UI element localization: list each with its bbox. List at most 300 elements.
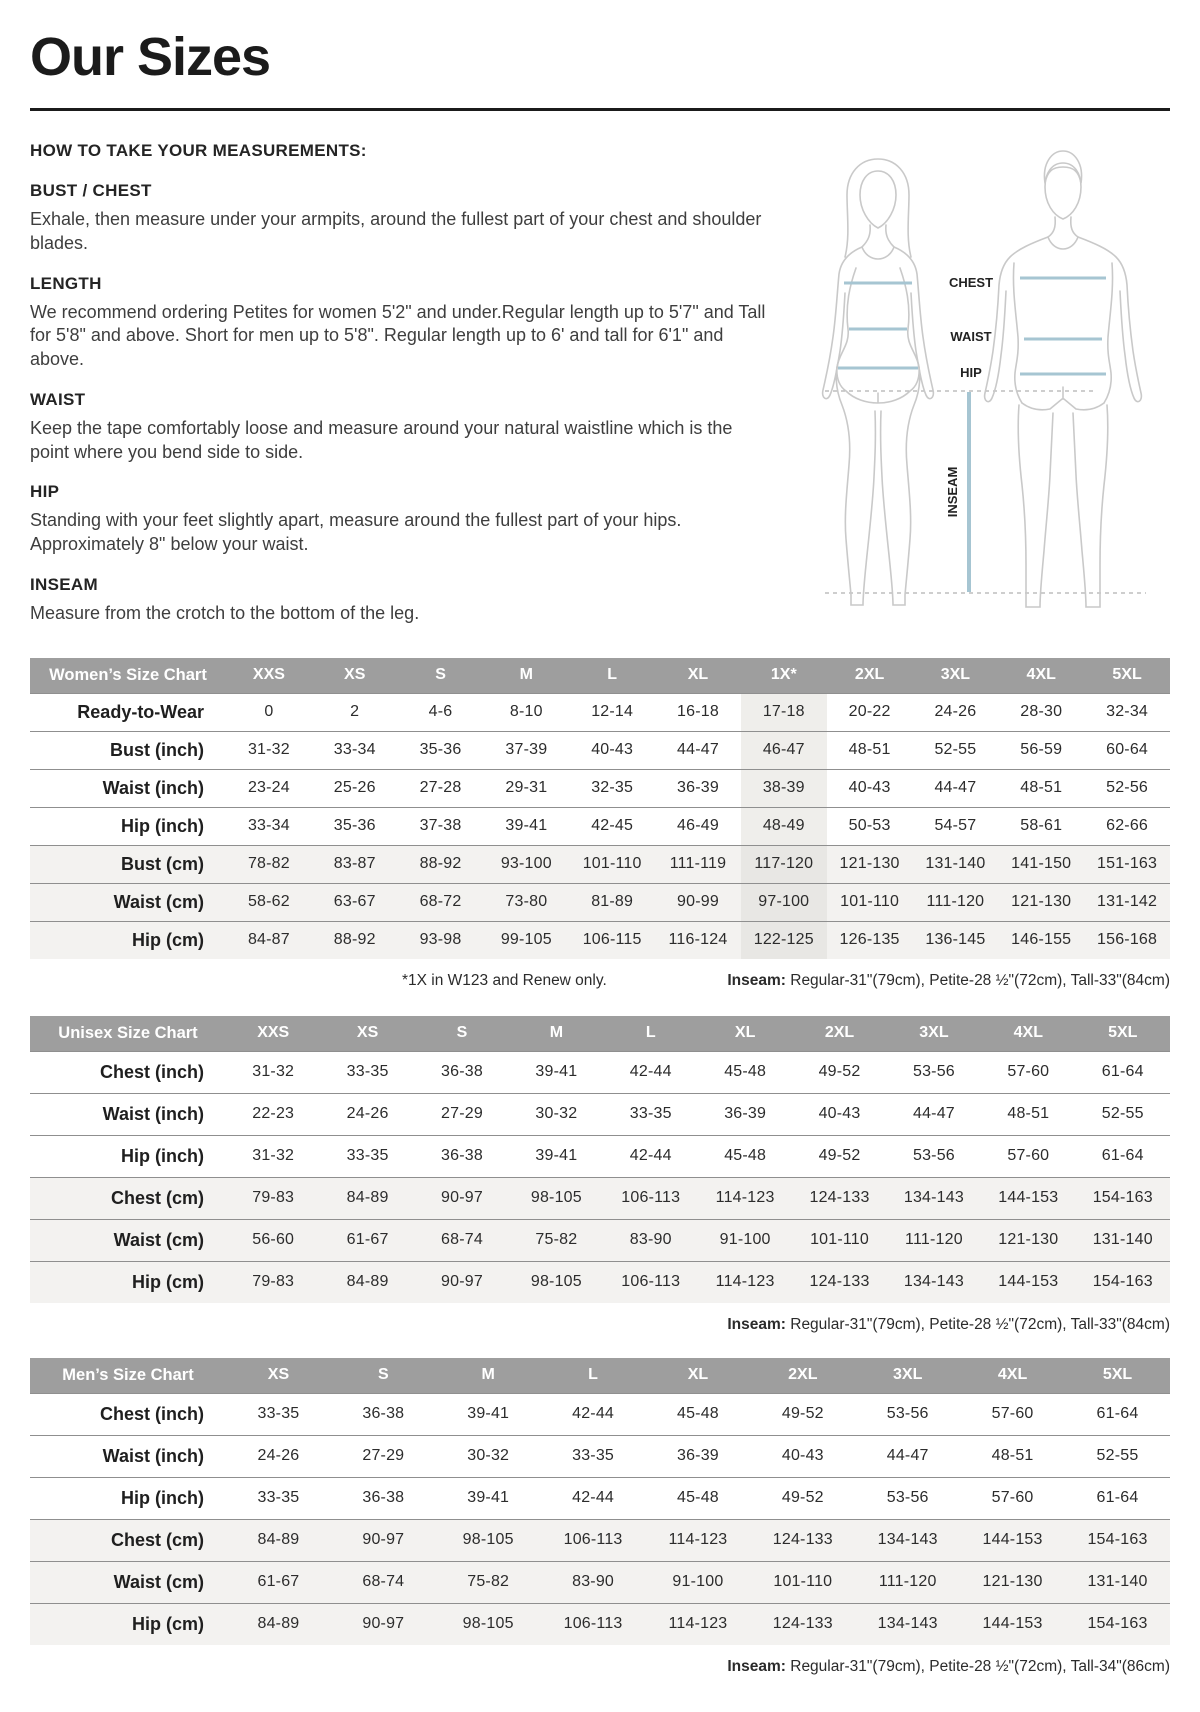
row-label: Waist (cm) (30, 1219, 226, 1261)
size-value-cell: 48-51 (991, 1447, 1034, 1464)
size-value-cell: 53-56 (912, 1063, 955, 1080)
size-value-cell: 27-28 (419, 779, 462, 796)
size-value-cell: 24-26 (934, 703, 977, 720)
size-value-cell: 27-29 (362, 1447, 405, 1464)
womens-inseam-note (727, 972, 1170, 990)
size-value-cell: 22-23 (252, 1105, 295, 1122)
measurement-row (30, 693, 1170, 731)
size-value-cell: 111-120 (913, 883, 999, 921)
measurement-row (30, 1561, 1170, 1603)
table-title: Women’s Size Chart (49, 665, 207, 684)
size-value-cell: 38-39 (741, 769, 827, 807)
unisex-size-chart-block (30, 1016, 1170, 1334)
size-value-cell: 33-35 (572, 1447, 615, 1464)
size-column-header: 5XL (1102, 1366, 1133, 1383)
size-value-cell: 126-135 (827, 921, 913, 959)
size-value-cell: 44-47 (886, 1447, 929, 1464)
size-value-cell: 124-133 (750, 1519, 855, 1561)
size-value-cell: 101-110 (569, 845, 655, 883)
size-value-cell: 98-105 (436, 1519, 541, 1561)
unisex-table-footnotes (30, 1316, 1170, 1334)
size-value-cell: 154-163 (1065, 1603, 1170, 1645)
size-value-cell: 98-105 (509, 1261, 603, 1303)
size-value-cell: 50-53 (848, 817, 891, 834)
size-column-header: 5XL (1112, 666, 1142, 683)
size-value-cell: 53-56 (912, 1147, 955, 1164)
size-value-cell: 48-51 (1020, 779, 1063, 796)
measurement-row (30, 807, 1170, 845)
size-value-cell: 141-150 (998, 845, 1084, 883)
size-column-header: S (435, 666, 446, 683)
size-column-header: M (519, 666, 533, 683)
size-value-cell: 91-100 (698, 1219, 792, 1261)
size-value-cell: 114-123 (698, 1261, 792, 1303)
size-value-cell: 42-44 (629, 1147, 672, 1164)
size-value-cell: 144-153 (960, 1519, 1065, 1561)
size-value-cell: 154-163 (1065, 1519, 1170, 1561)
size-value-cell: 39-41 (505, 817, 548, 834)
size-value-cell: 32-35 (591, 779, 634, 796)
size-column-header: L (607, 666, 618, 683)
size-column-header: 3XL (940, 666, 971, 683)
size-value-cell: 134-143 (855, 1519, 960, 1561)
size-value-cell: 131-140 (913, 845, 999, 883)
size-value-cell: 84-89 (320, 1261, 414, 1303)
size-value-cell: 54-57 (934, 817, 977, 834)
womens-size-chart (30, 658, 1170, 959)
section-title: HIP (30, 482, 60, 502)
size-value-cell: 30-32 (535, 1105, 578, 1122)
size-value-cell: 131-140 (1076, 1219, 1170, 1261)
inseam-note-label: Inseam: (727, 1315, 786, 1333)
section-body: Measure from the crotch to the bottom of the leg. (30, 602, 420, 623)
measurement-row (30, 1519, 1170, 1561)
chest-label: CHEST (948, 275, 993, 290)
row-label: Hip (inch) (121, 1145, 204, 1166)
size-value-cell: 23-24 (247, 779, 290, 796)
row-label: Waist (cm) (30, 883, 226, 921)
size-value-cell: 83-90 (604, 1219, 698, 1261)
size-value-cell: 57-60 (991, 1405, 1034, 1422)
size-value-cell: 39-41 (467, 1489, 510, 1506)
measurement-row (30, 1261, 1170, 1303)
inseam-note-text: Regular-31"(79cm), Petite-28 ½"(72cm), Tall-33"(84cm) (785, 971, 1170, 989)
measurement-row (30, 1093, 1170, 1135)
table-title: Men’s Size Chart (62, 1365, 194, 1384)
size-value-cell: 49-52 (818, 1147, 861, 1164)
inseam-note-text: Regular-31"(79cm), Petite-28 ½"(72cm), Tall-33"(84cm) (785, 1315, 1170, 1333)
section-title: LENGTH (30, 273, 102, 293)
size-tables-section (30, 658, 1170, 1676)
table-title: Unisex Size Chart (58, 1023, 198, 1042)
measurement-row (30, 921, 1170, 959)
size-value-cell: 25-26 (333, 779, 376, 796)
size-column-header: XS (344, 666, 366, 683)
row-label: Hip (cm) (30, 921, 226, 959)
size-value-cell: 45-48 (724, 1147, 767, 1164)
size-value-cell: 136-145 (913, 921, 999, 959)
size-column-header: M (549, 1024, 564, 1041)
mens-size-chart-block (30, 1358, 1170, 1676)
size-value-cell: 93-98 (398, 921, 484, 959)
size-column-header: 2XL (788, 1366, 818, 1383)
size-value-cell: 79-83 (226, 1261, 320, 1303)
size-value-cell: 33-35 (257, 1489, 300, 1506)
size-value-cell: 31-32 (252, 1063, 295, 1080)
row-label: Bust (cm) (30, 845, 226, 883)
size-value-cell: 49-52 (781, 1405, 824, 1422)
size-value-cell: 75-82 (509, 1219, 603, 1261)
size-value-cell: 36-39 (677, 779, 719, 796)
size-value-cell: 61-67 (226, 1561, 331, 1603)
size-value-cell: 114-123 (646, 1519, 751, 1561)
size-value-cell: 97-100 (741, 883, 827, 921)
size-value-cell: 106-115 (569, 921, 655, 959)
male-figure-outline (984, 151, 1141, 607)
size-value-cell: 78-82 (226, 845, 312, 883)
size-value-cell: 29-31 (505, 779, 548, 796)
size-value-cell: 33-35 (346, 1147, 389, 1164)
size-column-header: 5XL (1108, 1024, 1138, 1041)
row-label: Chest (cm) (30, 1177, 226, 1219)
size-column-header: S (456, 1024, 468, 1041)
section-body: Standing with your feet slightly apart, measure around the fullest part of your hips. Approximately 8" below your waist. (30, 510, 682, 554)
size-value-cell: 56-60 (226, 1219, 320, 1261)
size-value-cell: 116-124 (655, 921, 741, 959)
mens-size-chart (30, 1358, 1170, 1645)
section-title: BUST / CHEST (30, 181, 152, 200)
section-body: Keep the tape comfortably loose and measure around your natural waistline which is the point where you bend side to side. (30, 417, 733, 462)
size-column-header: XXS (257, 1024, 290, 1041)
size-value-cell: 117-120 (741, 845, 827, 883)
womens-size-chart-host (30, 658, 1170, 959)
inseam-note-label: Inseam: (727, 971, 786, 989)
size-value-cell: 40-43 (818, 1105, 861, 1122)
size-value-cell: 52-55 (934, 741, 977, 758)
size-value-cell: 42-45 (591, 817, 634, 834)
hip-label: HIP (959, 365, 982, 380)
size-value-cell: 48-51 (848, 741, 891, 758)
section-title: INSEAM (30, 574, 98, 594)
measurement-row (30, 883, 1170, 921)
instruction-section-waist (30, 390, 775, 465)
size-value-cell: 32-34 (1106, 703, 1149, 720)
size-value-cell: 144-153 (960, 1603, 1065, 1645)
size-column-header: XL (687, 1366, 709, 1383)
measurement-row (30, 1051, 1170, 1093)
size-value-cell: 121-130 (998, 883, 1084, 921)
size-value-cell: 114-123 (698, 1177, 792, 1219)
size-value-cell: 56-59 (1020, 741, 1063, 758)
row-label: Hip (inch) (121, 815, 204, 836)
size-value-cell: 61-64 (1101, 1147, 1144, 1164)
table-header-row (30, 658, 1170, 694)
waist-label: WAIST (949, 329, 992, 344)
measurement-lines (838, 278, 1106, 592)
size-value-cell: 27-29 (441, 1105, 483, 1122)
size-value-cell: 60-64 (1106, 741, 1149, 758)
row-label: Hip (cm) (30, 1603, 226, 1645)
unisex-size-chart-host (30, 1016, 1170, 1303)
size-column-header: XS (356, 1024, 379, 1041)
size-value-cell: 84-87 (226, 921, 312, 959)
size-value-cell: 68-74 (415, 1219, 509, 1261)
size-value-cell: 17-18 (741, 693, 827, 731)
instruction-section-bust-chest (30, 181, 775, 256)
size-value-cell: 39-41 (467, 1405, 510, 1422)
size-value-cell: 42-44 (572, 1405, 615, 1422)
row-label: Chest (inch) (99, 1061, 204, 1082)
size-value-cell: 83-87 (312, 845, 398, 883)
row-label: Waist (cm) (30, 1561, 226, 1603)
size-value-cell: 101-110 (750, 1561, 855, 1603)
size-value-cell: 52-55 (1101, 1105, 1144, 1122)
size-value-cell: 68-72 (398, 883, 484, 921)
size-value-cell: 39-41 (535, 1063, 578, 1080)
mens-table-footnotes (30, 1658, 1170, 1676)
size-value-cell: 57-60 (1007, 1063, 1050, 1080)
size-value-cell: 36-39 (724, 1105, 767, 1122)
size-value-cell: 2 (350, 703, 360, 720)
size-value-cell: 61-64 (1101, 1063, 1144, 1080)
size-value-cell: 154-163 (1076, 1261, 1170, 1303)
row-label: Bust (inch) (110, 739, 204, 760)
size-value-cell: 45-48 (676, 1489, 719, 1506)
mens-inseam-note (727, 1658, 1170, 1676)
size-value-cell: 111-120 (887, 1219, 981, 1261)
size-value-cell: 35-36 (333, 817, 376, 834)
size-value-cell: 90-97 (415, 1177, 509, 1219)
table-header-row (30, 1358, 1170, 1394)
row-label: Waist (inch) (102, 1445, 204, 1466)
size-value-cell: 37-39 (505, 741, 548, 758)
row-label: Ready-to-Wear (77, 701, 204, 722)
size-value-cell: 90-99 (655, 883, 741, 921)
size-value-cell: 131-142 (1084, 883, 1170, 921)
inseam-label: INSEAM (944, 466, 960, 518)
size-value-cell: 121-130 (827, 845, 913, 883)
size-value-cell: 53-56 (886, 1405, 929, 1422)
size-column-header: 3XL (893, 1366, 923, 1383)
size-column-header: 2XL (854, 666, 885, 683)
size-column-header: XS (267, 1366, 290, 1383)
measurement-row (30, 1135, 1170, 1177)
inseam-note-text: Regular-31"(79cm), Petite-28 ½"(72cm), Tall-34"(86cm) (785, 1657, 1170, 1675)
size-column-header: L (588, 1366, 598, 1383)
size-value-cell: 63-67 (312, 883, 398, 921)
instruction-section-length (30, 274, 775, 372)
size-value-cell: 131-140 (1065, 1561, 1170, 1603)
size-value-cell: 28-30 (1020, 703, 1063, 720)
size-value-cell: 52-56 (1106, 779, 1149, 796)
size-value-cell: 33-35 (629, 1105, 672, 1122)
size-value-cell: 40-43 (848, 779, 891, 796)
size-column-header: 3XL (919, 1024, 949, 1041)
size-value-cell: 121-130 (981, 1219, 1075, 1261)
size-value-cell: 52-55 (1096, 1447, 1139, 1464)
size-value-cell: 44-47 (677, 741, 719, 758)
size-value-cell: 33-35 (346, 1063, 389, 1080)
size-value-cell: 106-113 (604, 1261, 698, 1303)
size-value-cell: 40-43 (781, 1447, 824, 1464)
size-value-cell: 101-110 (792, 1219, 886, 1261)
size-value-cell: 61-64 (1096, 1489, 1139, 1506)
size-value-cell: 36-39 (676, 1447, 719, 1464)
size-value-cell: 134-143 (887, 1177, 981, 1219)
size-value-cell: 73-80 (483, 883, 569, 921)
instructions-heading: HOW TO TAKE YOUR MEASUREMENTS: (30, 141, 367, 160)
size-value-cell: 101-110 (827, 883, 913, 921)
size-value-cell: 146-155 (998, 921, 1084, 959)
size-value-cell: 42-44 (629, 1063, 672, 1080)
footnote-1x: *1X in W123 and Renew only. (402, 971, 607, 989)
female-figure-outline (822, 159, 933, 605)
measurement-row (30, 769, 1170, 807)
size-value-cell: 44-47 (912, 1105, 955, 1122)
size-value-cell: 24-26 (257, 1447, 300, 1464)
size-value-cell: 33-34 (333, 741, 376, 758)
size-value-cell: 4-6 (428, 703, 453, 720)
size-value-cell: 48-49 (741, 807, 827, 845)
size-value-cell: 53-56 (886, 1489, 929, 1506)
size-value-cell: 46-49 (677, 817, 719, 834)
size-value-cell: 114-123 (646, 1603, 751, 1645)
size-value-cell: 81-89 (569, 883, 655, 921)
measurement-row (30, 1219, 1170, 1261)
measurement-row (30, 845, 1170, 883)
size-value-cell: 49-52 (818, 1063, 861, 1080)
size-value-cell: 98-105 (509, 1177, 603, 1219)
size-value-cell: 57-60 (991, 1489, 1034, 1506)
size-value-cell: 75-82 (436, 1561, 541, 1603)
size-column-header: 1X* (770, 666, 797, 683)
size-value-cell: 36-38 (362, 1405, 405, 1422)
womens-table-footnotes (30, 972, 1170, 990)
size-value-cell: 111-120 (855, 1561, 960, 1603)
size-value-cell: 42-44 (572, 1489, 615, 1506)
measurement-figures-illustration (778, 141, 1168, 613)
row-label: Waist (inch) (102, 1103, 204, 1124)
size-column-header: L (645, 1024, 656, 1041)
size-value-cell: 57-60 (1007, 1147, 1050, 1164)
unisex-size-chart (30, 1016, 1170, 1303)
size-value-cell: 134-143 (887, 1261, 981, 1303)
size-value-cell: 151-163 (1084, 845, 1170, 883)
womens-size-chart-block (30, 658, 1170, 990)
size-column-header: XXS (252, 666, 285, 683)
size-value-cell: 122-125 (741, 921, 827, 959)
size-value-cell: 106-113 (604, 1177, 698, 1219)
size-value-cell: 84-89 (320, 1177, 414, 1219)
figures-panel (775, 139, 1170, 644)
row-label: Chest (cm) (30, 1519, 226, 1561)
size-value-cell: 49-52 (781, 1489, 824, 1506)
size-value-cell: 58-62 (226, 883, 312, 921)
size-value-cell: 106-113 (541, 1519, 646, 1561)
size-value-cell: 44-47 (934, 779, 977, 796)
size-column-header: 2XL (824, 1024, 855, 1041)
size-value-cell: 79-83 (226, 1177, 320, 1219)
size-value-cell: 154-163 (1076, 1177, 1170, 1219)
mens-size-chart-host (30, 1358, 1170, 1645)
size-column-header: 4XL (1026, 666, 1056, 683)
size-value-cell: 144-153 (981, 1261, 1075, 1303)
size-column-header: 4XL (1013, 1024, 1043, 1041)
unisex-inseam-note (727, 1316, 1170, 1334)
size-value-cell: 61-64 (1096, 1405, 1139, 1422)
size-value-cell: 121-130 (960, 1561, 1065, 1603)
size-value-cell: 12-14 (591, 703, 634, 720)
measurement-row (30, 1177, 1170, 1219)
size-value-cell: 62-66 (1106, 817, 1149, 834)
size-column-header: XL (687, 666, 709, 683)
size-value-cell: 88-92 (312, 921, 398, 959)
row-label: Hip (inch) (121, 1487, 204, 1508)
size-value-cell: 98-105 (436, 1603, 541, 1645)
size-value-cell: 36-38 (441, 1147, 483, 1164)
size-value-cell: 35-36 (419, 741, 462, 758)
size-value-cell: 39-41 (535, 1147, 578, 1164)
measurement-instructions (30, 139, 775, 644)
size-value-cell: 33-35 (257, 1405, 300, 1422)
instruction-section-inseam (30, 575, 775, 626)
measurement-row (30, 1393, 1170, 1435)
measurement-row (30, 1435, 1170, 1477)
size-value-cell: 31-32 (252, 1147, 295, 1164)
measurement-row (30, 731, 1170, 769)
size-value-cell: 16-18 (677, 703, 719, 720)
size-value-cell: 8-10 (509, 703, 543, 720)
row-label: Hip (cm) (30, 1261, 226, 1303)
size-value-cell: 20-22 (848, 703, 891, 720)
size-value-cell: 84-89 (226, 1519, 331, 1561)
size-value-cell: 31-32 (247, 741, 290, 758)
size-value-cell: 124-133 (750, 1603, 855, 1645)
size-value-cell: 134-143 (855, 1603, 960, 1645)
size-value-cell: 124-133 (792, 1261, 886, 1303)
size-value-cell: 68-74 (331, 1561, 436, 1603)
size-value-cell: 61-67 (320, 1219, 414, 1261)
section-title: WAIST (30, 389, 86, 409)
row-label: Waist (inch) (102, 777, 204, 798)
size-value-cell: 36-38 (441, 1063, 483, 1080)
size-value-cell: 33-34 (247, 817, 290, 834)
top-section (30, 139, 1170, 644)
size-value-cell: 93-100 (483, 845, 569, 883)
size-value-cell: 45-48 (724, 1063, 767, 1080)
size-value-cell: 124-133 (792, 1177, 886, 1219)
size-column-header: XL (734, 1024, 756, 1041)
size-value-cell: 45-48 (676, 1405, 719, 1422)
measurement-row (30, 1477, 1170, 1519)
size-value-cell: 58-61 (1020, 817, 1063, 834)
size-value-cell: 90-97 (331, 1519, 436, 1561)
page-title: Our Sizes (30, 27, 271, 87)
size-value-cell: 111-119 (655, 845, 741, 883)
size-column-header: S (377, 1366, 389, 1383)
measurement-row (30, 1603, 1170, 1645)
inseam-note-label: Inseam: (727, 1657, 786, 1675)
size-value-cell: 48-51 (1007, 1105, 1050, 1122)
size-value-cell: 0 (264, 703, 274, 720)
size-value-cell: 36-38 (362, 1489, 405, 1506)
size-value-cell: 30-32 (467, 1447, 510, 1464)
size-column-header: M (481, 1366, 495, 1383)
row-label: Chest (inch) (99, 1403, 204, 1424)
size-value-cell: 91-100 (646, 1561, 751, 1603)
size-value-cell: 83-90 (541, 1561, 646, 1603)
size-column-header: 4XL (997, 1366, 1028, 1383)
